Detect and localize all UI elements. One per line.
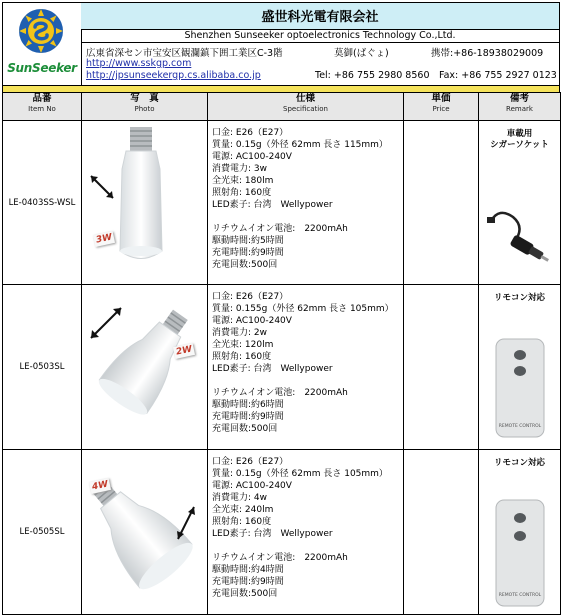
shop-link[interactable]: http://jpsunseekergp.cs.alibaba.co.jp bbox=[86, 70, 261, 81]
spec-line: 充電時間:約9時間 bbox=[212, 412, 284, 422]
spec-line: 質量: 0.15g（外径 62mm 長さ 115mm） bbox=[212, 140, 388, 150]
spec-line: 質量: 0.15g（外径 62mm 長さ 105mm） bbox=[212, 469, 388, 479]
spec-line: 全光束: 180lm bbox=[212, 176, 274, 186]
header-item-no: 品番 Item No bbox=[3, 93, 82, 121]
wattage-badge: 4W bbox=[89, 478, 111, 494]
spec-line: 駆動時間:約5時間 bbox=[212, 236, 284, 246]
spec-line: 全光束: 240lm bbox=[212, 505, 274, 515]
spec-line: 照射角: 160度 bbox=[212, 188, 272, 198]
resize-arrow-icon bbox=[86, 303, 126, 343]
specification-cell bbox=[208, 450, 404, 615]
spec-line: 駆動時間:約4時間 bbox=[212, 565, 284, 575]
car-charger-image bbox=[485, 201, 555, 271]
product-photo bbox=[82, 121, 208, 285]
specification-cell bbox=[208, 285, 404, 450]
spec-line: LED素子: 台湾 Wellypower bbox=[212, 529, 333, 539]
remote-control-image bbox=[487, 337, 553, 439]
item-number: LE-0503SL bbox=[3, 285, 82, 450]
spec-line: 駆動時間:約6時間 bbox=[212, 400, 284, 410]
specification-cell bbox=[208, 121, 404, 285]
header-photo: 写 真 Photo bbox=[82, 93, 208, 121]
price-cell bbox=[404, 285, 479, 450]
header-remark: 備考 Remark bbox=[479, 93, 561, 121]
header-specification: 仕様 Specification bbox=[208, 93, 404, 121]
table-row bbox=[3, 450, 561, 615]
remote-label: REMOTE CONTROL bbox=[498, 424, 542, 429]
spec-line: リチウムイオン電池: 2200mAh bbox=[212, 388, 348, 398]
header-price: 単価 Price bbox=[404, 93, 479, 121]
product-photo bbox=[82, 450, 208, 615]
remark-text: リモコン対応 bbox=[493, 458, 545, 468]
spec-line: 口金: E26（E27） bbox=[212, 292, 289, 302]
table-header-row bbox=[3, 93, 561, 121]
remark-cell bbox=[479, 285, 561, 450]
item-number: LE-0403SS-WSL bbox=[3, 121, 82, 285]
logo-wordmark: SunSeeker bbox=[7, 61, 77, 75]
spec-line: 照射角: 160度 bbox=[212, 517, 272, 527]
spec-line: LED素子: 台湾 Wellypower bbox=[212, 364, 333, 374]
company-address: 広東省深セン市宝安区観瀾鎮下囲工業区C-3階 bbox=[86, 48, 283, 59]
mobile-number: 携帯:+86-18938029009 bbox=[431, 48, 544, 59]
item-number: LE-0505SL bbox=[3, 450, 82, 615]
spec-line: 電源: AC100-240V bbox=[212, 152, 292, 162]
company-header bbox=[2, 2, 560, 86]
remote-control-image bbox=[487, 498, 553, 608]
spec-line: 消費電力: 4w bbox=[212, 493, 267, 503]
product-table bbox=[2, 92, 561, 615]
spec-line: 電源: AC100-240V bbox=[212, 316, 292, 326]
table-row bbox=[3, 285, 561, 450]
company-name-jp: 盛世科光電有限会社 bbox=[261, 10, 379, 25]
spec-line: 充電回数:500回 bbox=[212, 589, 278, 599]
sun-logo-icon bbox=[17, 7, 65, 55]
logo bbox=[3, 3, 82, 85]
product-photo bbox=[82, 285, 208, 450]
company-name-en: Shenzhen Sunseeker optoelectronics Technology Co.,Ltd. bbox=[184, 30, 456, 41]
spec-line: 照射角: 160度 bbox=[212, 352, 272, 362]
table-row bbox=[3, 121, 561, 285]
website-link[interactable]: http://www.sskgp.com bbox=[86, 58, 192, 69]
header-divider bbox=[81, 42, 559, 43]
remark-cell bbox=[479, 450, 561, 615]
fax-number: Fax: +86 755 2927 0123 bbox=[439, 70, 557, 81]
spec-line: 消費電力: 2w bbox=[212, 328, 267, 338]
tel-number: Tel: +86 755 2980 8560 bbox=[315, 70, 430, 81]
resize-arrow-icon bbox=[88, 173, 116, 201]
contact-name: 莫御(ばぐょ) bbox=[334, 48, 389, 59]
spec-line: 充電時間:約9時間 bbox=[212, 577, 284, 587]
wattage-badge: 3W bbox=[93, 231, 115, 247]
spec-line: 充電時間:約9時間 bbox=[212, 248, 284, 258]
spec-line: 口金: E26（E27） bbox=[212, 128, 289, 138]
remark-text: 車載用 bbox=[506, 129, 533, 139]
price-cell bbox=[404, 450, 479, 615]
spec-line: 質量: 0.155g（外径 62mm 長さ 105mm） bbox=[212, 304, 394, 314]
spec-line: リチウムイオン電池: 2200mAh bbox=[212, 553, 348, 563]
price-cell bbox=[404, 121, 479, 285]
header-divider bbox=[81, 29, 559, 30]
remote-label: REMOTE CONTROL bbox=[498, 593, 542, 598]
spec-line: 充電回数:500回 bbox=[212, 260, 278, 270]
remark-text: リモコン対応 bbox=[493, 293, 545, 303]
remark-cell bbox=[479, 121, 561, 285]
spec-line: 電源: AC100-240V bbox=[212, 481, 292, 491]
remark-text: シガーソケット bbox=[490, 140, 549, 150]
wattage-badge: 2W bbox=[173, 343, 195, 359]
spec-line: 口金: E26（E27） bbox=[212, 457, 289, 467]
spec-line: 消費電力: 3w bbox=[212, 164, 267, 174]
spec-line: リチウムイオン電池: 2200mAh bbox=[212, 224, 348, 234]
spec-line: LED素子: 台湾 Wellypower bbox=[212, 200, 333, 210]
resize-arrow-icon bbox=[174, 504, 198, 542]
spec-line: 充電回数:500回 bbox=[212, 424, 278, 434]
spec-line: 全光束: 120lm bbox=[212, 340, 274, 350]
